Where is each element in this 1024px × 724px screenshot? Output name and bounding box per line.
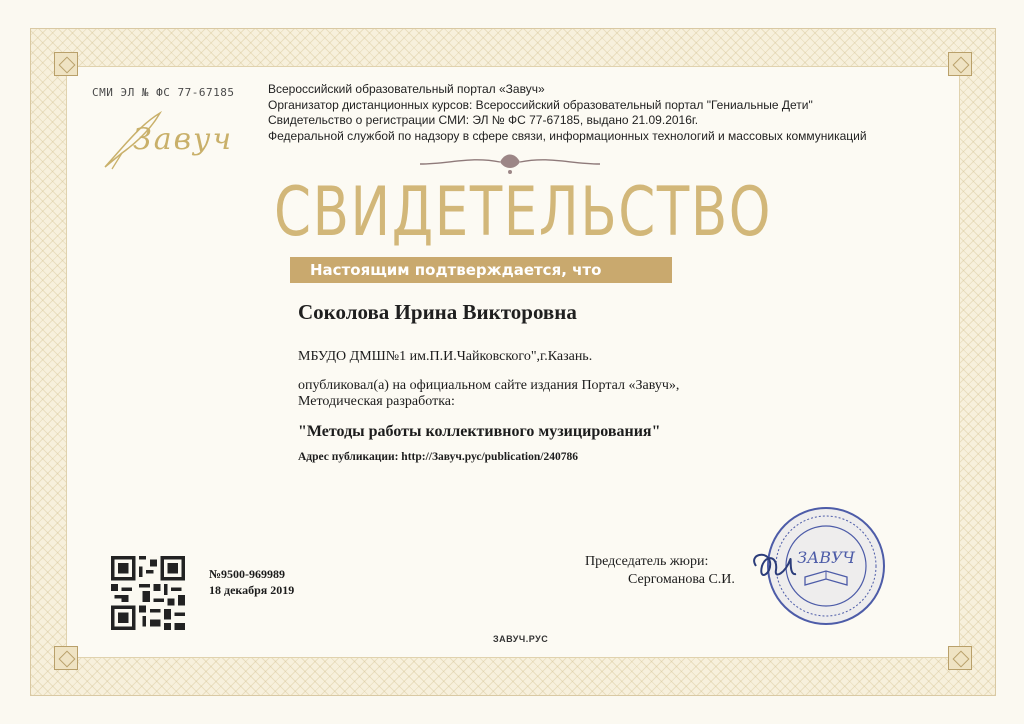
- document-number-block: [209, 566, 294, 598]
- publication-type: Методическая разработка:: [298, 394, 455, 409]
- registration-badge: СМИ ЭЛ № ФС 77-67185: [92, 86, 235, 99]
- document-date: 18 декабря 2019: [209, 583, 295, 597]
- header-line: Федеральной службой по надзору в сфере связи, информационных технологий и массовых коммуникаций: [268, 128, 867, 143]
- publication-address: Адрес публикации: http://Завуч.рус/publication/240786: [298, 451, 578, 463]
- certificate-title: СВИДЕТЕЛЬСТВО: [274, 173, 773, 252]
- corner-ornament: [54, 646, 78, 670]
- logo-text: Завуч: [133, 122, 234, 157]
- header-line: Всероссийский образовательный портал «Завуч»: [268, 82, 545, 96]
- document-number: №9500-969989: [209, 567, 286, 581]
- publication-statement: [298, 378, 679, 410]
- header-info: [268, 82, 948, 144]
- footer-site: ЗАВУЧ.РУС: [493, 634, 549, 644]
- confirmation-band: Настоящим подтверждается, что: [290, 257, 672, 283]
- corner-ornament: [948, 52, 972, 76]
- header-line: Организатор дистанционных курсов: Всероссийский образовательный портал "Гениальные Дети": [268, 97, 813, 112]
- publication-line: опубликовал(а) на официальном сайте издания Портал «Завуч»,: [298, 378, 680, 393]
- corner-ornament: [948, 646, 972, 670]
- jury-name: Сергоманова С.И.: [628, 572, 735, 587]
- organization: МБУДО ДМШ№1 им.П.И.Чайковского",г.Казань.: [298, 349, 593, 364]
- work-title: "Методы работы коллективного музицирования": [298, 423, 661, 440]
- corner-ornament: [54, 52, 78, 76]
- signature-icon: [738, 536, 818, 596]
- recipient-name: Соколова Ирина Викторовна: [298, 300, 577, 324]
- jury-role: Председатель жюри:: [585, 554, 709, 569]
- header-line: Свидетельство о регистрации СМИ: ЭЛ № ФС 77-67185, выдано 21.09.2016г.: [268, 113, 699, 127]
- qr-code-icon: [111, 556, 185, 630]
- seal-text: ЗАВУЧ: [797, 548, 855, 567]
